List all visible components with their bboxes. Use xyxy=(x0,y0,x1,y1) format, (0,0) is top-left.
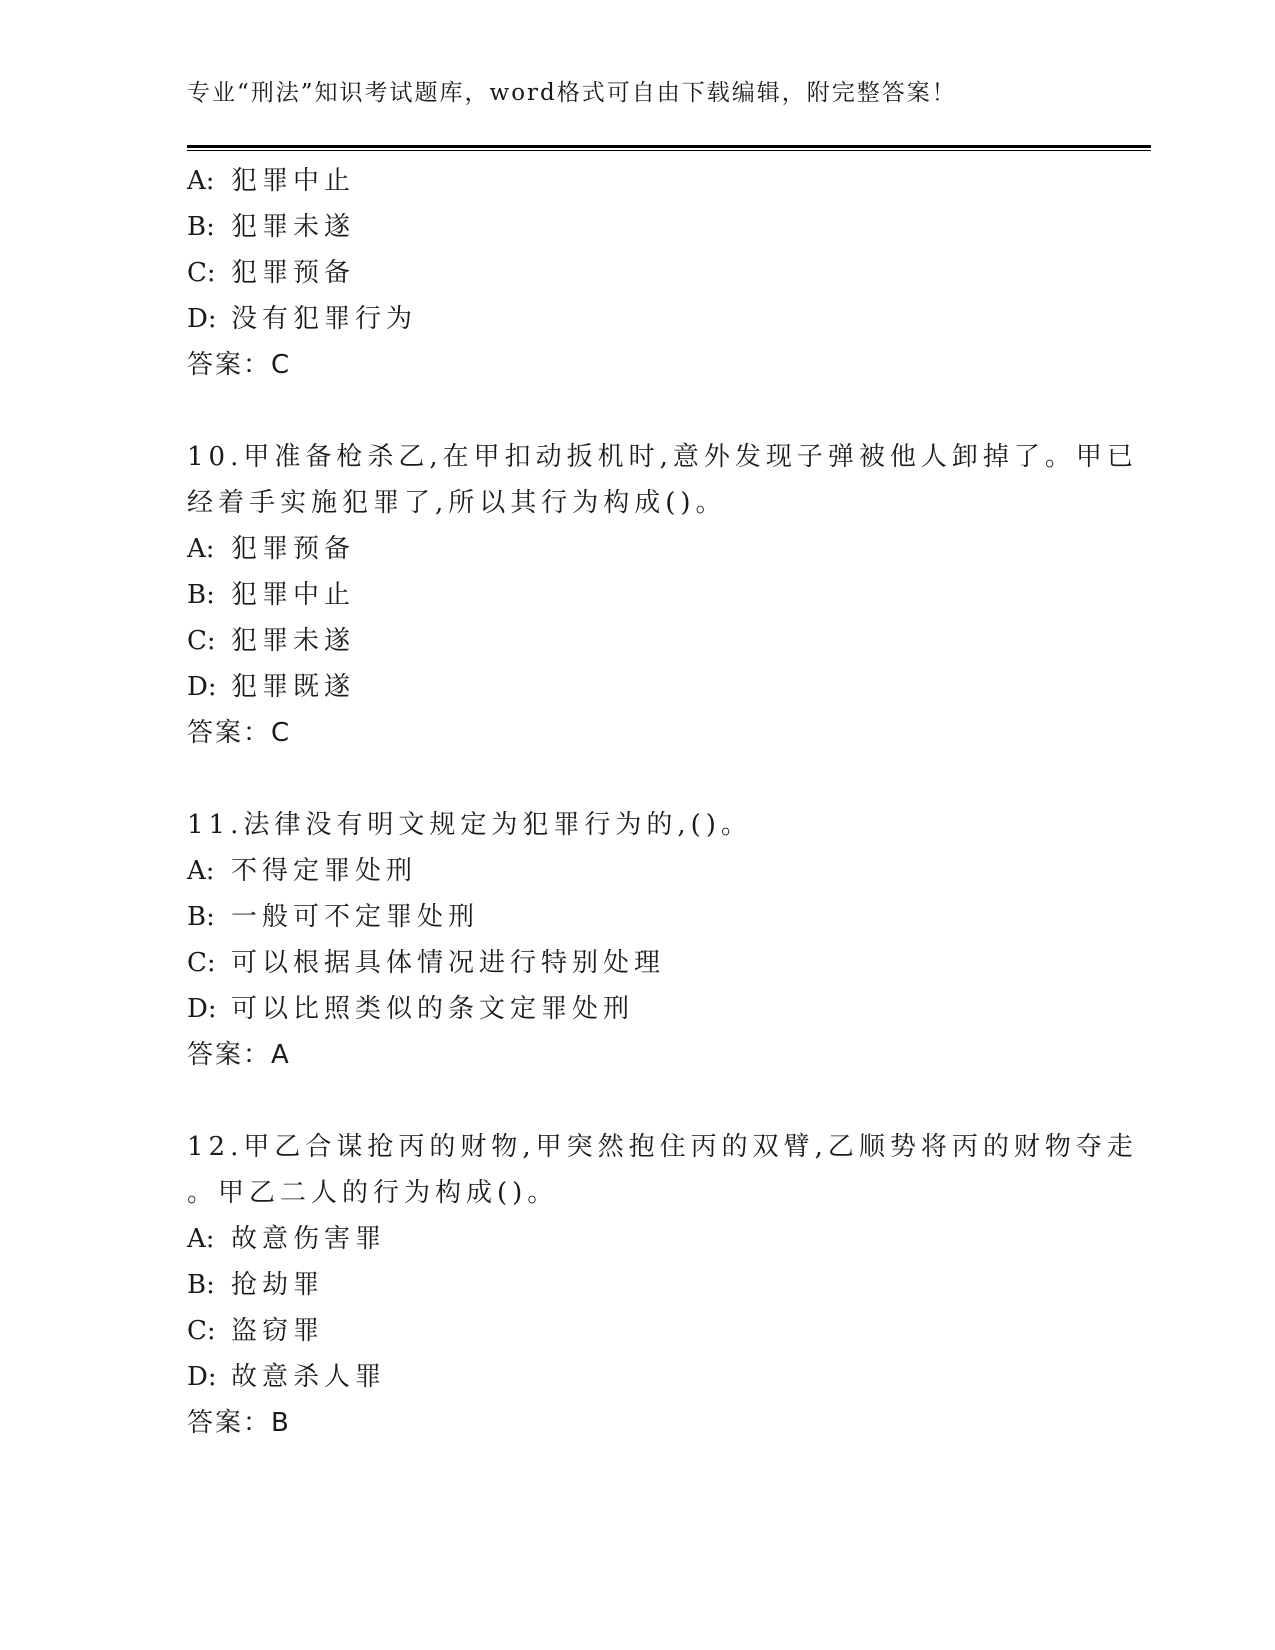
option-b: B: 一般可不定罪处刑 xyxy=(187,902,480,932)
header-rule-thin xyxy=(187,150,1151,151)
answer-line: 答案：A xyxy=(187,1040,291,1070)
option-b: B: 犯罪中止 xyxy=(187,580,356,610)
answer-line: 答案：C xyxy=(187,350,292,380)
option-c: C: 犯罪未遂 xyxy=(187,626,356,656)
option-d: D: 没有犯罪行为 xyxy=(187,304,418,334)
partial-question-block xyxy=(187,158,1087,388)
option-a: A: 不得定罪处刑 xyxy=(187,856,418,886)
question-10-block xyxy=(187,434,1138,756)
option-d: D: 故意杀人罪 xyxy=(187,1362,387,1392)
header-rule-thick xyxy=(187,145,1151,148)
question-text: 。甲乙二人的行为构成()。 xyxy=(187,1178,559,1208)
question-text: 12.甲乙合谋抢丙的财物,甲突然抱住丙的双臂,乙顺势将丙的财物夺走 xyxy=(187,1132,1138,1162)
page-header: 专业“刑法”知识考试题库，word格式可自由下载编辑，附完整答案！ xyxy=(187,80,957,106)
question-12-block xyxy=(187,1124,1138,1446)
answer-line: 答案：C xyxy=(187,718,292,748)
option-c: C: 盗窃罪 xyxy=(187,1316,325,1346)
question-content xyxy=(187,158,1138,1446)
option-c: C: 犯罪预备 xyxy=(187,258,356,288)
option-a: A: 犯罪中止 xyxy=(187,166,356,196)
option-c: C: 可以根据具体情况进行特别处理 xyxy=(187,948,666,978)
option-b: B: 犯罪未遂 xyxy=(187,212,356,242)
option-a: A: 犯罪预备 xyxy=(187,534,356,564)
option-b: B: 抢劫罪 xyxy=(187,1270,325,1300)
question-text: 经着手实施犯罪了,所以其行为构成()。 xyxy=(187,488,727,518)
question-text: 10.甲准备枪杀乙,在甲扣动扳机时,意外发现子弹被他人卸掉了。甲已 xyxy=(187,442,1138,472)
option-d: D: 犯罪既遂 xyxy=(187,672,356,702)
option-d: D: 可以比照类似的条文定罪处刑 xyxy=(187,994,635,1024)
question-text: 11.法律没有明文规定为犯罪行为的,()。 xyxy=(187,810,752,840)
question-11-block xyxy=(187,802,1087,1078)
option-a: A: 故意伤害罪 xyxy=(187,1224,387,1254)
answer-line: 答案：B xyxy=(187,1408,291,1438)
